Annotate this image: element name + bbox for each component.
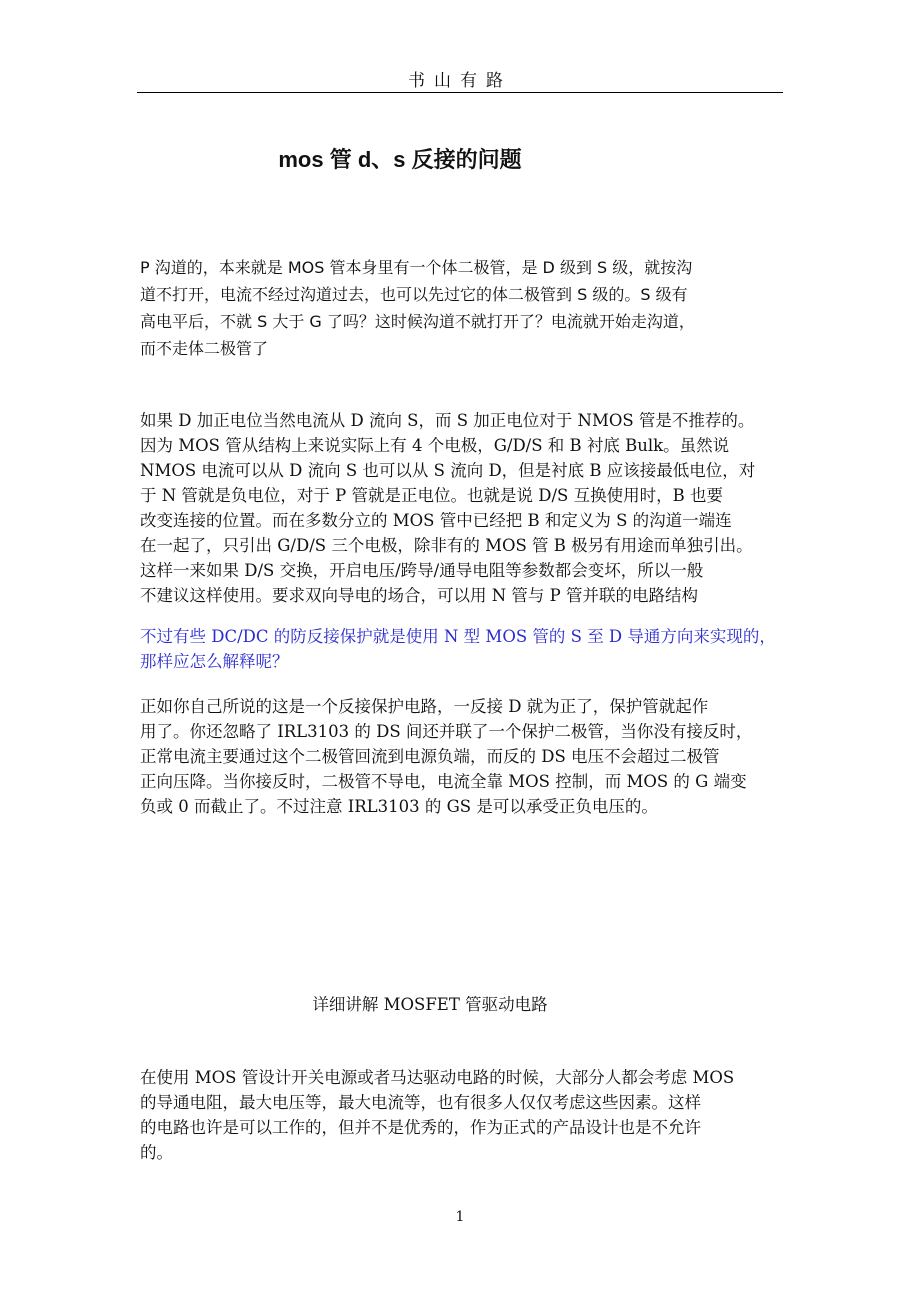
text-line: 于 N 管就是负电位，对于 P 管就是正电位。也就是说 D/S 互换使用时，B 也要: [140, 486, 723, 505]
text-line: P 沟道的，本来就是 MOS 管本身里有一个体二极管，是 D 级到 S 级，就按沟: [140, 258, 693, 277]
text-line: 在一起了，只引出 G/D/S 三个电极，除非有的 MOS 管 B 极另有用途而单独引出。: [140, 536, 753, 555]
text-line: 这样一来如果 D/S 交换，开启电压/跨导/通导电阻等参数都会变坏，所以一般: [140, 561, 704, 580]
text-line: 在使用 MOS 管设计开关电源或者马达驱动电路的时候，大部分人都会考虑 MOS: [140, 1068, 735, 1087]
text-line: 那样应怎么解释呢？: [140, 652, 289, 671]
header-divider: [137, 92, 783, 93]
document-title: mos 管 d、s 反接的问题: [278, 147, 522, 172]
text-line: 正向压降。当你接反时，二极管不导电，电流全靠 MOS 控制，而 MOS 的 G 端变: [140, 772, 747, 791]
text-line: 用了。你还忽略了 IRL3103 的 DS 间还并联了一个保护二极管，当你没有接反时，: [140, 722, 753, 741]
text-line: 如果 D 加正电位当然电流从 D 流向 S，而 S 加正电位对于 NMOS 管是不推荐的。: [140, 411, 755, 430]
page-number: 1: [455, 1209, 465, 1225]
text-line: 而不走体二极管了: [140, 339, 269, 358]
text-line: 的。: [140, 1143, 173, 1162]
text-line: 道不打开，电流不经过沟道过去，也可以先过它的体二极管到 S 级的。S 级有: [140, 285, 688, 304]
text-line: 改变连接的位置。而在多数分立的 MOS 管中已经把 B 和定义为 S 的沟道一端连: [140, 511, 732, 530]
text-line: 高电平后，不就 S 大于 G 了吗？这时候沟道不就打开了？电流就开始走沟道，: [140, 312, 695, 331]
page-header: 书山有路: [408, 71, 512, 91]
text-line: 的导通电阻，最大电压等，最大电流等，也有很多人仅仅考虑这些因素。这样: [140, 1093, 701, 1112]
text-line: 负或 0 而截止了。不过注意 IRL3103 的 GS 是可以承受正负电压的。: [140, 797, 658, 816]
text-line: 不建议这样使用。要求双向导电的场合，可以用 N 管与 P 管并联的电路结构: [140, 586, 699, 605]
text-line: 因为 MOS 管从结构上来说实际上有 4 个电极，G/D/S 和 B 衬底 Bulk。虽然说: [140, 436, 730, 455]
text-line: 的电路也许是可以工作的，但并不是优秀的，作为正式的产品设计也是不允许: [140, 1118, 701, 1137]
text-line: 正常电流主要通过这个二极管回流到电源负端，而反的 DS 电压不会超过二极管: [140, 747, 720, 766]
text-line: 不过有些 DC/DC 的防反接保护就是使用 N 型 MOS 管的 S 至 D 导通方向来实现的，: [140, 627, 776, 646]
section-title: 详细讲解 MOSFET 管驱动电路: [312, 995, 548, 1014]
text-line: NMOS 电流可以从 D 流向 S 也可以从 S 流向 D，但是衬底 B 应该接最低电位，对: [140, 461, 756, 480]
text-line: 正如你自己所说的这是一个反接保护电路，一反接 D 就为正了，保护管就起作: [140, 697, 709, 716]
